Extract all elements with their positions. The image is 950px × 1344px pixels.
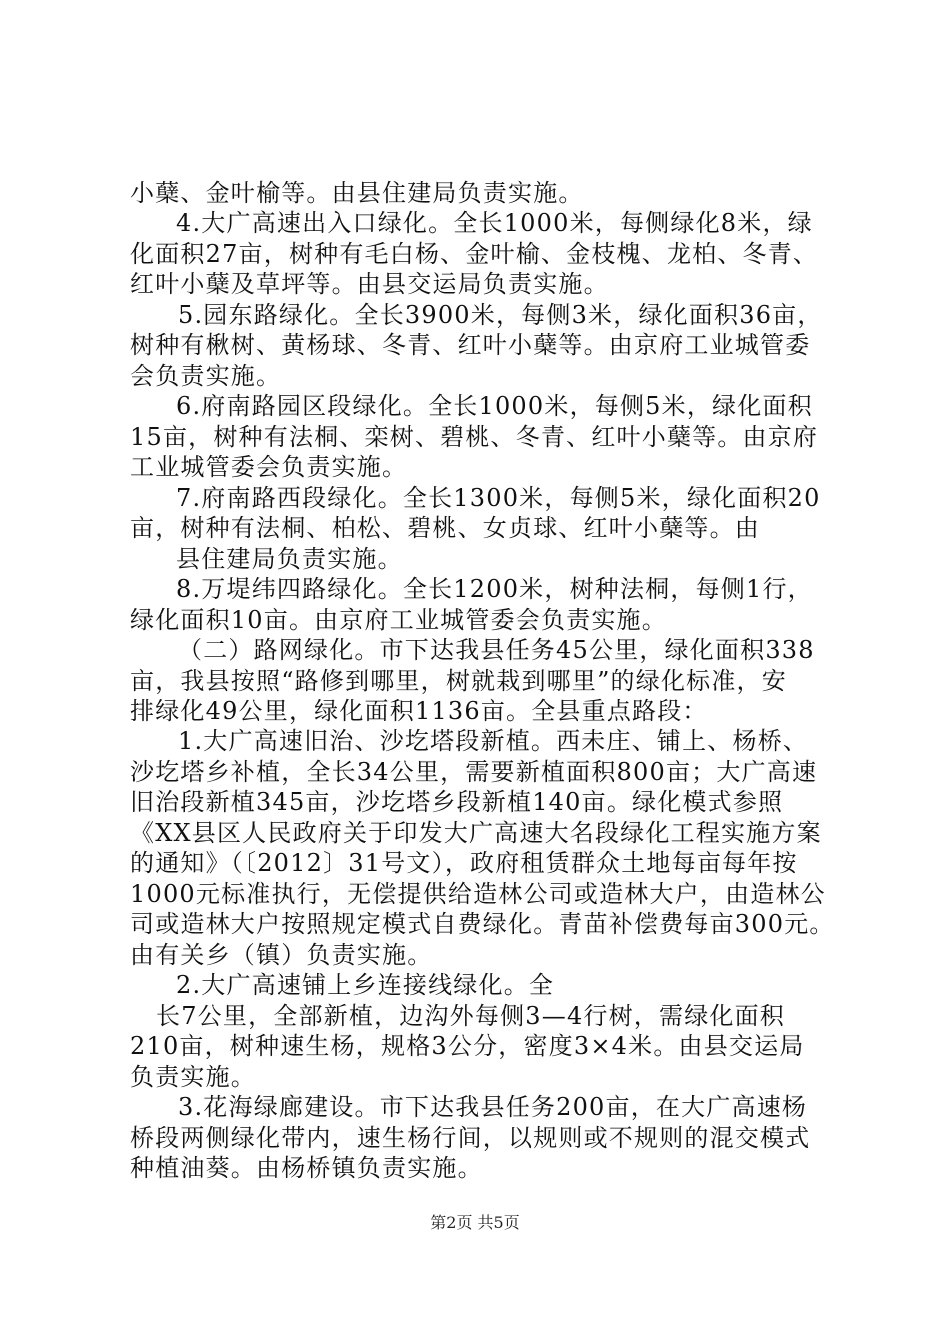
text-line: 长7公里，全部新植，边沟外每侧3—4行树，需绿化面积 bbox=[156, 1002, 786, 1030]
text-line: 1000元标准执行，无偿提供给造林公司或造林大户，由造林公 bbox=[130, 880, 826, 908]
text-line: 2.大广高速铺上乡连接线绿化。全 bbox=[176, 971, 555, 999]
text-line: 司或造林大户按照规定模式自费绿化。青苗补偿费每亩300元。 bbox=[130, 910, 835, 938]
text-line: 会负责实施。 bbox=[130, 362, 282, 390]
text-line: 种植油葵。由杨桥镇负责实施。 bbox=[130, 1154, 483, 1182]
text-line: 绿化面积10亩。由京府工业城管委会负责实施。 bbox=[130, 606, 667, 634]
text-line: 由有关乡（镇）负责实施。 bbox=[130, 941, 433, 969]
text-line: 《XX县区人民政府关于印发大广高速大名段绿化工程实施方案 bbox=[130, 819, 822, 847]
text-line: 1.大广高速旧治、沙圪塔段新植。西未庄、铺上、杨桥、 bbox=[178, 727, 809, 755]
text-line: 4.大广高速出入口绿化。全长1000米，每侧绿化8米，绿 bbox=[176, 209, 813, 237]
text-line: 7.府南路西段绿化。全长1300米，每侧5米，绿化面积20 bbox=[176, 484, 821, 512]
text-line: 3.花海绿廊建设。市下达我县任务200亩，在大广高速杨 bbox=[178, 1093, 808, 1121]
text-line: 210亩，树种速生杨，规格3公分，密度3×4米。由县交运局 bbox=[130, 1032, 805, 1060]
text-line: 小蘖、金叶榆等。由县住建局负责实施。 bbox=[130, 179, 584, 207]
text-line: 亩，我县按照“路修到哪里，树就栽到哪里”的绿化标准，安 bbox=[130, 667, 787, 695]
text-line: （二）路网绿化。市下达我县任务45公里，绿化面积338 bbox=[178, 636, 815, 664]
text-line: 桥段两侧绿化带内，速生杨行间，以规则或不规则的混交模式 bbox=[130, 1124, 811, 1152]
text-line: 5.园东路绿化。全长3900米，每侧3米，绿化面积36亩， bbox=[178, 301, 823, 329]
text-line: 亩，树种有法桐、柏松、碧桃、女贞球、红叶小蘖等。由 bbox=[130, 514, 760, 542]
text-line: 旧治段新植345亩，沙圪塔乡段新植140亩。绿化模式参照 bbox=[130, 788, 784, 816]
text-line: 6.府南路园区段绿化。全长1000米，每侧5米，绿化面积 bbox=[176, 392, 813, 420]
text-line: 8.万堤纬四路绿化。全长1200米，树种法桐，每侧1行， bbox=[176, 575, 813, 603]
text-line: 化面积27亩，树种有毛白杨、金叶榆、金枝槐、龙柏、冬青、 bbox=[130, 240, 819, 268]
text-line: 沙圪塔乡补植，全长34公里，需要新植面积800亩；大广高速 bbox=[130, 758, 818, 786]
text-line: 树种有楸树、黄杨球、冬青、红叶小蘖等。由京府工业城管委 bbox=[130, 331, 811, 359]
text-line: 15亩，树种有法桐、栾树、碧桃、冬青、红叶小蘖等。由京府 bbox=[130, 423, 819, 451]
text-line: 工业城管委会负责实施。 bbox=[130, 453, 408, 481]
text-line: 排绿化49公里，绿化面积1136亩。全县重点路段： bbox=[130, 697, 708, 725]
page-footer: 第2页 共5页 bbox=[430, 1213, 520, 1232]
text-line: 县住建局负责实施。 bbox=[176, 545, 403, 573]
text-line: 的通知》（〔2012〕31号文），政府租赁群众土地每亩每年按 bbox=[130, 849, 798, 877]
text-line: 红叶小蘖及草坪等。由县交运局负责实施。 bbox=[130, 270, 609, 298]
text-line: 负责实施。 bbox=[130, 1063, 256, 1091]
